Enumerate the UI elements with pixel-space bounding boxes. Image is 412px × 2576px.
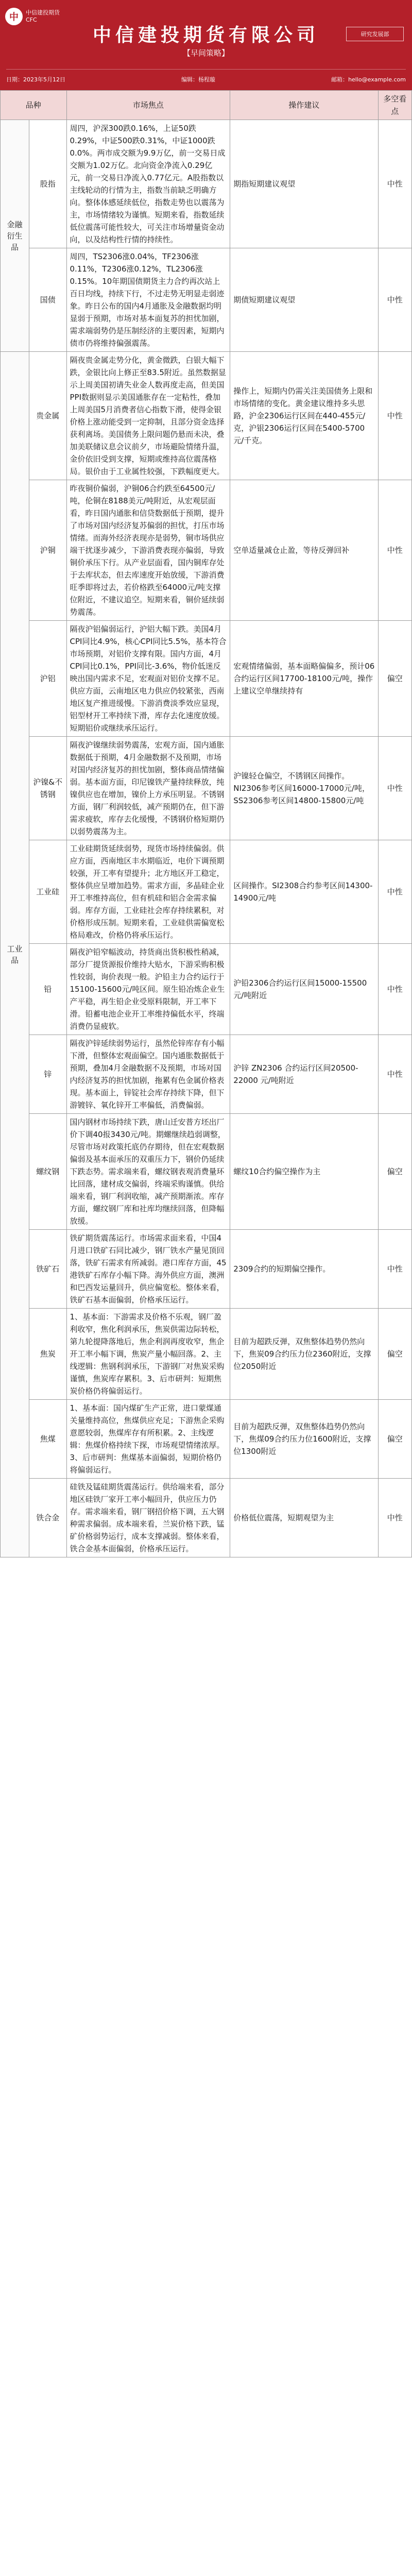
header-view: 多空看点 (378, 91, 411, 120)
table-row (1, 621, 412, 737)
table-row (1, 1309, 412, 1400)
market-view-badge: 中性 (378, 944, 411, 1035)
operation-advice-text: 空单适量减仓止盈，等待反弹回补 (230, 480, 378, 621)
email-label: 邮箱： (331, 76, 349, 83)
table-row (1, 944, 412, 1035)
operation-advice-text: 宏观情绪偏弱，基本面略偏偏多，预计06合约运行区间17700-18100元/吨，操作上建议空单继续持有 (230, 621, 378, 737)
operation-advice-text: 期债短期建议观望 (230, 248, 378, 352)
sector-cell: 工业品 (1, 352, 29, 1557)
variety-name: 工业硅 (29, 840, 66, 944)
variety-name: 焦煤 (29, 1400, 66, 1479)
variety-name: 焦炭 (29, 1309, 66, 1400)
market-view-badge: 中性 (378, 120, 411, 248)
variety-name: 股指 (29, 120, 66, 248)
email-info (331, 75, 406, 83)
market-focus-text: 隔夜贵金属走势分化，黄金微跌，白银大幅下跌，金银比向上修正至83.5附近。虽然数据显示上周美国初请失业金人数再度走高，但美国PPI数据则显示美国通胀存在一定粘性，叠加上周美国5月消费者信心指数下滑，使得金银价格上涨动能受到一定抑制，且部分资金选择获利离场。美国债务上限问题仍悬而未决，叠加美联储议息会议前夕，市场避险情绪升温，金价依旧受到支撑，短期或维持高位震荡格局。银价由于工业属性较强，下跌幅度更大。 (66, 352, 230, 480)
variety-name: 贵金属 (29, 352, 66, 480)
market-view-badge: 偏空 (378, 1309, 411, 1400)
operation-advice-text: 2309合约的短期偏空操作。 (230, 1230, 378, 1309)
market-focus-text: 隔夜沪铅窄幅波动，持货商出货积极性稍减，部分厂提货源报价维持大贴水，下游采购积极性较弱，询价表现一般。沪铅主力合约运行于15100-15600元/吨区间。原生铅冶炼企业生产平稳，再生铅企业受原料限制，开工率下滑。铅蓄电池企业开工率维持偏低水平，终端消费仍显疲软。 (66, 944, 230, 1035)
market-view-badge: 中性 (378, 352, 411, 480)
market-focus-text: 隔夜沪锌延续弱势运行，虽然伦锌库存有小幅下滑，但整体宏观面偏空。国内通胀数据低于预期，叠加4月金融数据不及预期，市场对国内经济复苏的担忧加剧，拖累有色金属价格表现。基本面上，锌锭社会库存持续下降，但下游镀锌、氧化锌开工率偏低，消费偏弱。 (66, 1035, 230, 1114)
header-focus: 市场焦点 (66, 91, 230, 120)
report-date: 日期：2023年5月12日 (6, 76, 65, 83)
table-row (1, 1230, 412, 1309)
logo-line2: CFC (26, 16, 37, 23)
variety-name: 沪铜 (29, 480, 66, 621)
table-row (1, 1114, 412, 1230)
market-focus-text: 铁矿期货震荡运行。市场需求面来看，中国4月进口铁矿石同比减少，钢厂铁水产量见顶回落，铁矿石需求有所减弱。港口库存方面，45港铁矿石库存小幅下降。海外供应方面，澳洲和巴西发运量回升，供应偏宽松。整体来看，铁矿石基本面偏弱，价格承压运行。 (66, 1230, 230, 1309)
market-focus-text: 国内钢材市场持续下跌，唐山迁安普方坯出厂价下调40报3430元/吨。期螺继续趋弱调整，尽管市场对政策托底仍存期待，但在宏观数据偏弱及基本面承压的双重压力下，钢价仍延续下跌态势。需求端来看，螺纹钢表观消费量环比回落，建材成交偏弱，终端采购谨慎。供给端来看，钢厂利润收缩，减产预期渐浓。库存方面，螺纹钢厂库和社库均继续回落，但降幅放缓。 (66, 1114, 230, 1230)
analyst-info (181, 75, 215, 83)
table-row (1, 480, 412, 621)
variety-name: 沪镍&不锈钢 (29, 737, 66, 840)
operation-advice-text: 价格低位震荡，短期观望为主 (230, 1479, 378, 1557)
strategy-table-body (1, 120, 412, 1557)
market-view-badge: 中性 (378, 1035, 411, 1114)
market-focus-text: 1、基本面：下游需求及价格不乐观，钢厂盈利收窄，焦化利润承压，焦炭供需边际转松，第九轮提降落地后，焦企利润再度收窄，焦企开工率小幅下调，焦炭产量小幅回落。2、主线逻辑：焦钢利润承压，下游钢厂对焦炭采购谨慎，焦炭库存累积。3、后市研判：短期焦炭价格仍将偏弱运行。 (66, 1309, 230, 1400)
sector-cell: 金融衍生品 (1, 120, 29, 352)
variety-name: 螺纹钢 (29, 1114, 66, 1230)
market-view-badge: 偏空 (378, 1114, 411, 1230)
market-view-badge: 中性 (378, 1479, 411, 1557)
table-row (1, 1479, 412, 1557)
market-view-badge: 偏空 (378, 621, 411, 737)
variety-name: 铁矿石 (29, 1230, 66, 1309)
operation-advice-text: 目前为超跌反弹，双焦整体趋势仍然向下，焦煤09合约压力位1600附近，支撑位1300附近 (230, 1400, 378, 1479)
market-focus-text: 1、基本面：国内煤矿生产正常，进口蒙煤通关量维持高位，焦煤供应充足；下游焦企采购意愿较弱，焦煤库存有所积累。2、主线逻辑：焦煤价格持续下探，市场观望情绪浓厚。3、后市研判：焦煤基本面偏弱，短期价格仍将偏弱运行。 (66, 1400, 230, 1479)
analyst-name: 杨程璇 (198, 76, 216, 83)
market-focus-text: 周四，沪深300跌0.16%，上证50跌0.29%，中证500跌0.31%，中证1000跌0.0%。两市成交额为9.9万亿，前一交易日成交额为1.02万亿。北向资金净流入0.29亿元，前一交易日净流入0.77亿元。A股指数以主线轮动的行情为主，指数当前缺乏明确方向。整体体感延续低位，指数走势也以震荡为主，市场情绪较为谨慎。短期来看，指数延续低位震荡可能性较大，可关注市场增量资金动向，以及结构性行情的持续性。 (66, 120, 230, 248)
logo-line1: 中信建投期货 (26, 9, 60, 16)
market-focus-text: 周四，TS2306涨0.04%，TF2306涨0.11%，T2306涨0.12%，TL2306涨0.15%。10年期国债期货主力合约再次站上百日均线，持续下行，不过走势无明显走弱迹象。昨日公布的国内4月通胀及金融数据均明显弱于预期，市场对基本面复苏的担忧加剧，需求端弱势仍是压制经济的主要因素，短期内债市仍将维持偏强震荡。 (66, 248, 230, 352)
table-header-row (1, 91, 412, 120)
table-row (1, 737, 412, 840)
variety-name: 锌 (29, 1035, 66, 1114)
operation-advice-text: 沪锌 ZN2306 合约运行区间20500-22000 元/吨附近 (230, 1035, 378, 1114)
operation-advice-text: 目前为超跌反弹，双焦整体趋势仍然向下，焦炭09合约压力位2360附近，支撑位2050附近 (230, 1309, 378, 1400)
variety-name: 铅 (29, 944, 66, 1035)
market-focus-text: 隔夜沪铝偏弱运行，沪铝大幅下跌。美国4月CPI同比4.9%，核心CPI同比5.5%，基本符合市场预期，对铝价支撑有限。国内方面，4月CPI同比0.1%，PPI同比-3.6%，物价低迷反映出国内需求不足，宏观面对铝价支撑不足。供应方面，云南地区电力供应仍较紧张，西南地区复产推进缓慢。下游消费淡季效应显现，铝型材开工率持续下滑，库存去化速度放缓。短期铝价或继续承压运行。 (66, 621, 230, 737)
market-view-badge: 中性 (378, 248, 411, 352)
report-type: 【早间策略】 (182, 48, 229, 58)
market-view-badge: 中性 (378, 480, 411, 621)
market-view-badge: 偏空 (378, 1400, 411, 1479)
table-row (1, 248, 412, 352)
table-row (1, 840, 412, 944)
table-row (1, 352, 412, 480)
market-view-badge: 中性 (378, 840, 411, 944)
market-view-badge: 中性 (378, 737, 411, 840)
variety-name: 国债 (29, 248, 66, 352)
strategy-table (0, 90, 412, 1557)
table-row (1, 1400, 412, 1479)
market-focus-text: 隔夜沪镍继续弱势震荡，宏观方面，国内通胀数据低于预期，4月金融数据不及预期，市场对国内经济复苏的担忧加剧，整体商品情绪偏弱。基本面方面，印尼镍铁产量持续释放，纯镍供应也在增加，镍价上方承压明显。不锈钢方面，钢厂利润较低，减产预期仍在，但下游需求疲软，库存去化缓慢，不锈钢价格短期仍以弱势震荡为主。 (66, 737, 230, 840)
report-header (0, 0, 412, 90)
operation-advice-text: 操作上，短期内仍需关注美国债务上限和市场情绪的变化。黄金建议维持多头思路，沪金2306运行区间在440-455元/克，沪银2306运行区间在5400-5700元/千克。 (230, 352, 378, 480)
market-focus-text: 硅铁及锰硅期货震荡运行。供给端来看，部分地区硅铁厂家开工率小幅回升，供应压力仍存。需求端来看，钢厂钢招价格下调，五大钢种需求偏弱。成本端来看，兰炭价格下跌，锰矿价格弱势运行，成本支撑减弱。整体来看，铁合金基本面偏弱，价格承压运行。 (66, 1479, 230, 1557)
analyst-label: 编辑： (181, 76, 199, 83)
operation-advice-text: 期指短期建议观望 (230, 120, 378, 248)
table-row (1, 1035, 412, 1114)
operation-advice-text: 沪镍轻仓偏空，不锈钢区间操作。NI2306参考区间16000-17000元/吨，SS2306参考区间14800-15800元/吨 (230, 737, 378, 840)
market-focus-text: 工业硅期货延续弱势，现货市场持续偏弱。供应方面，西南地区丰水期临近，电价下调预期较强，开工率有望提升；北方地区开工稳定，整体供应呈增加趋势。需求方面，多晶硅企业开工率维持高位，但有机硅和铝合金需求偏弱。库存方面，工业硅社会库存持续累积，对价格形成压制。短期来看，工业硅供需偏宽松格局难改，价格仍将承压运行。 (66, 840, 230, 944)
operation-advice-text: 螺纹10合约偏空操作为主 (230, 1114, 378, 1230)
operation-advice-text: 沪铅2306合约运行区间15000-15500元/吨附近 (230, 944, 378, 1035)
operation-advice-text: 区间操作。SI2308合约参考区间14300-14900元/吨 (230, 840, 378, 944)
company-name: 中信建投期货有限公司 (92, 24, 319, 46)
email-link[interactable]: hello@example.com (348, 76, 406, 83)
table-row (1, 120, 412, 248)
market-focus-text: 昨夜铜价偏弱，沪铜06合约跌至64500元/吨，伦铜在8188美元/吨附近，从宏观层面看，昨日国内通胀和信贷数据低于预期，提升了市场对国内经济复苏偏弱的担忧，打压市场情绪。而海外经济表现亦是弱势，铜市场供应端干扰逐步减少，下游消费表现亦偏弱，导致铜价承压下行。从产业层面看，国内铜库存处于去库状态，但去库速度开始放缓，下游消费旺季即将过去，若价格跌至64000元/吨支撑位附近，不建议追空。短期来看，铜价延续弱势震荡。 (66, 480, 230, 621)
department-badge: 研究发展部 (346, 27, 404, 41)
logo-icon: 中 (5, 8, 23, 25)
variety-name: 沪铝 (29, 621, 66, 737)
header-advice: 操作建议 (230, 91, 378, 120)
header-variety: 品种 (1, 91, 67, 120)
meta-bar (6, 69, 406, 86)
variety-name: 铁合金 (29, 1479, 66, 1557)
market-view-badge: 中性 (378, 1230, 411, 1309)
